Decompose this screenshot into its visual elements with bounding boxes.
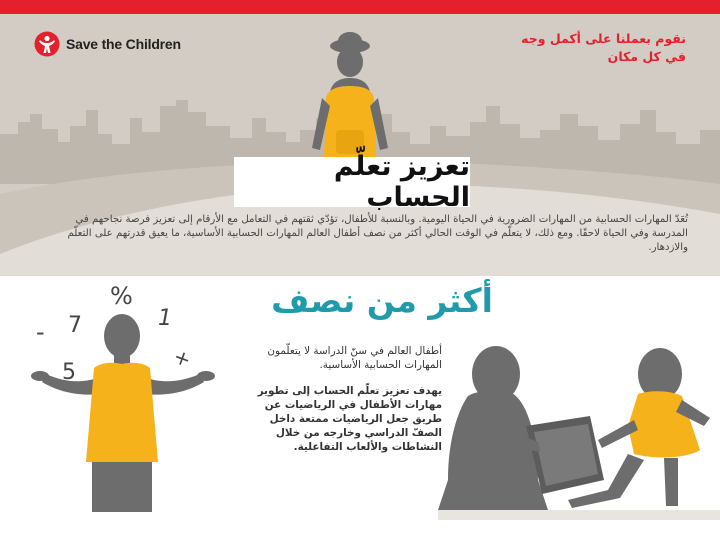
minus-symbol: - <box>36 318 45 346</box>
headline-stat: أكثر من نصف <box>271 281 493 320</box>
page-title: تعزيز تعلّم الحساب <box>333 151 470 213</box>
brand-name: Save the Children <box>66 36 181 52</box>
title-box <box>234 151 470 213</box>
number-seven: 7 <box>68 313 82 338</box>
intro-paragraph: تُعَدّ المهارات الحسابية من المهارات الضرورية في الحياة اليومية. وبالنسبة للأطفال، تؤدّي ثقتهم في التعامل مع الأرقام إلى تعزيز فرصة نجاحهم في المدرسة وفي الحياة لاحقًا. ومع ذلك، لا يتعلّم في الوقت الحالي أكثر من نصف أطفال العالم المهارات الحسابية الأساسية، ما يعيق قدرتهم على التعلّم والازدهار. <box>67 214 688 253</box>
shrugging-child-illustration <box>18 312 238 512</box>
number-one: 1 <box>158 306 172 331</box>
number-five: 5 <box>62 360 76 385</box>
child-with-backpack-illustration <box>300 30 400 162</box>
child-figure-logo-icon <box>34 31 60 57</box>
tagline <box>486 30 686 66</box>
body-paragraph: يهدف تعزيز تعلّم الحساب إلى تطوير مهارات الأطفال في الرياضيات عن طريق جعل الرياضيات ممتعة داخل الصفّ الدراسي وخارجه من خلال النشاطات والألعاب التفاعلية. <box>257 385 442 453</box>
plus-symbol: + <box>170 343 195 373</box>
top-red-bar <box>0 0 720 14</box>
percent-symbol: % <box>110 282 133 310</box>
tagline-line-2: في كل مكان <box>607 49 686 64</box>
tagline-line-1: نقوم بعملنا على أكمل وجه <box>521 31 686 46</box>
reading-child-illustration <box>438 330 720 520</box>
stat-paragraph: أطفال العالم في سنّ الدراسة لا يتعلّمون المهارات الحسابية الأساسية. <box>267 345 442 371</box>
brand-logo[interactable] <box>34 31 181 57</box>
